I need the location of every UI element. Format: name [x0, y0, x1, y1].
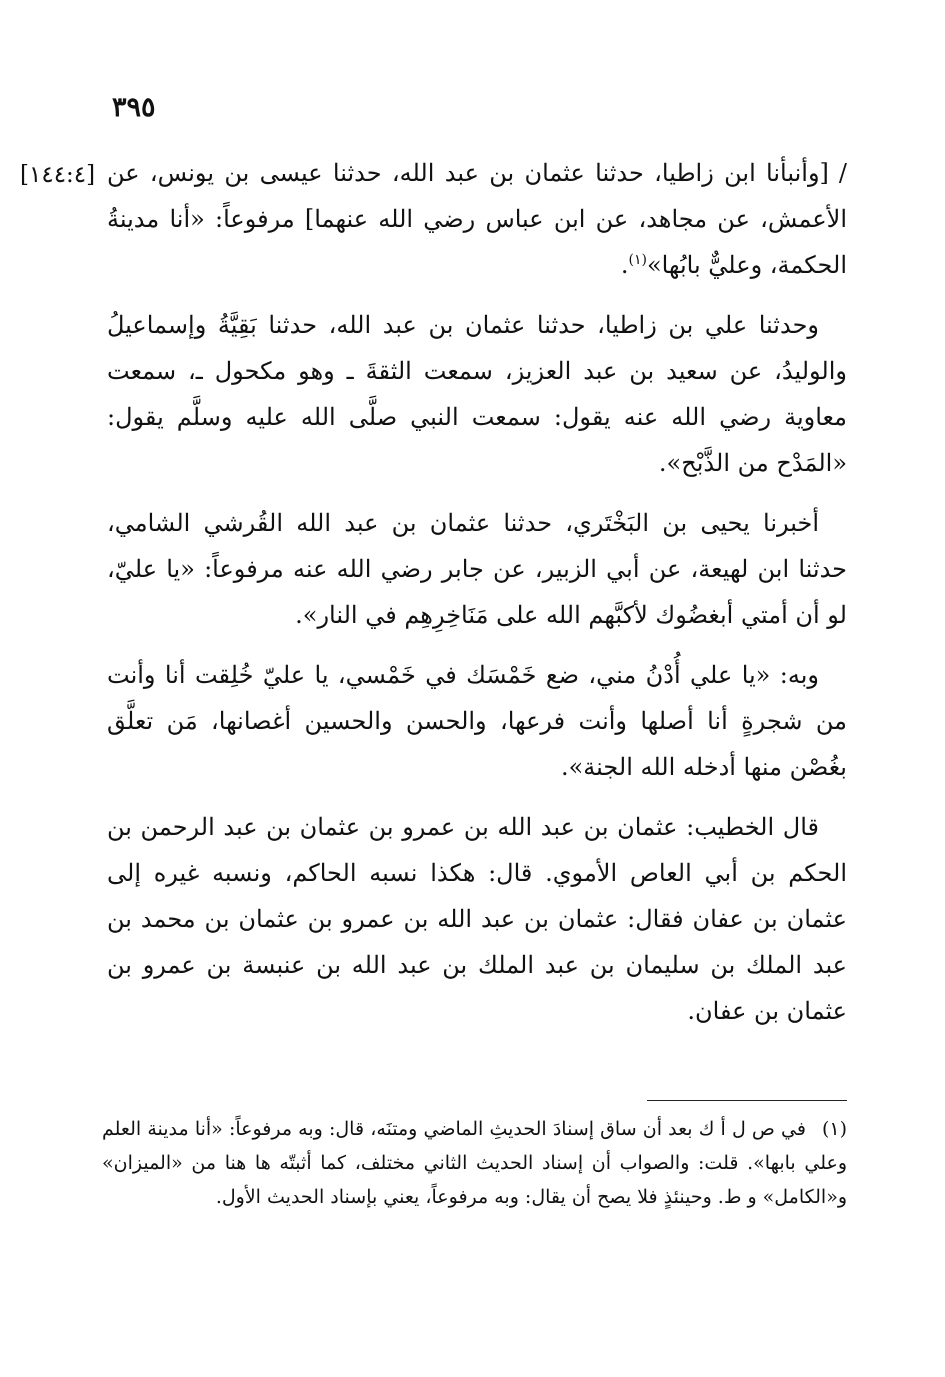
- margin-reference: [20, 162, 95, 188]
- paragraph: [107, 302, 847, 486]
- margin-reference-label: [١٤٤:٤]: [20, 162, 96, 188]
- paragraph-text: [وأنبأنا ابن زاطيا، حدثنا عثمان بن عبد الله، حدثنا عيسى بن يونس، عن الأعمش، عن مجاهد، عن ابن عباس رضي الله عنهما] مرفوعاً: «أنا مدينةُ الحكمة، وعليٌّ بابُها»: [107, 159, 847, 279]
- paragraph: [107, 804, 847, 1034]
- page-number: ٣٩٥: [112, 92, 156, 123]
- footnote-divider: [647, 1100, 847, 1101]
- paragraph-text: أخبرنا يحيى بن البَخْتَري، حدثنا عثمان بن عبد الله القُرشي الشامي، حدثنا ابن لهيعة، عن أبي الزبير، عن جابر رضي الله عنه مرفوعاً: «يا عليّ، لو أن أمتي أبغضُوك لأكبَّهم الله على مَنَاخِرِهِم في النار».: [107, 509, 848, 629]
- paragraph: [107, 500, 847, 638]
- paragraph-text: وحدثنا علي بن زاطيا، حدثنا عثمان بن عبد الله، حدثنا بَقِيَّةُ وإسماعيلُ والوليدُ، عن سعيد بن عبد العزيز، سمعت الثقةَ ـ وهو مكحول ـ، سمعت معاوية رضي الله عنه يقول: سمعت النبي صلَّى الله عليه وسلَّم يقول: «المَدْح من الذَّبْح».: [107, 311, 847, 477]
- footnotes: [102, 1112, 847, 1214]
- paragraph-tail: .: [620, 251, 629, 279]
- footnote-marker[interactable]: (١): [628, 252, 647, 268]
- footnote-text: في ص ل أ ك بعد أن ساق إسنادَ الحديثِ الماضي ومتنَه، قال: وبه مرفوعاً: «أنا مدينة العلم وعلي بابها». قلت: والصواب أن إسناد الحديث الثاني مختلف، كما أثبتّه ها هنا من «الميزان» و«الكامل» و ط. وحينئذٍ فلا يصح أن يقال: وبه مرفوعاً، يعني بإسناد الحديث الأول.: [102, 1118, 847, 1208]
- footnote-number: (١): [821, 1118, 847, 1140]
- footnote: [102, 1112, 847, 1214]
- paragraph-text: قال الخطيب: عثمان بن عبد الله بن عمرو بن عثمان بن عبد الرحمن بن الحكم بن أبي العاص الأموي. قال: هكذا نسبه الحاكم، ونسبه غيره إلى عثمان بن عفان فقال: عثمان بن عبد الله بن عمرو بن عثمان بن محمد بن عبد الملك بن سليمان بن عبد الملك بن عبد الله بن عنبسة بن عمرو بن عثمان بن عفان.: [107, 813, 847, 1025]
- paragraph: [107, 652, 847, 790]
- main-text: [107, 150, 847, 1048]
- paragraph-text: وبه: «يا علي أُدْنُ مني، ضع خَمْسَك في خَمْسي، يا عليّ خُلِقت أنا وأنت من شجرةٍ أنا أصلها وأنت فرعها، والحسن والحسين أغصانها، مَن تعلَّق بغُصْن منها أدخله الله الجنة».: [107, 661, 847, 781]
- paragraph: [107, 150, 847, 288]
- page-break-mark: /: [838, 159, 847, 187]
